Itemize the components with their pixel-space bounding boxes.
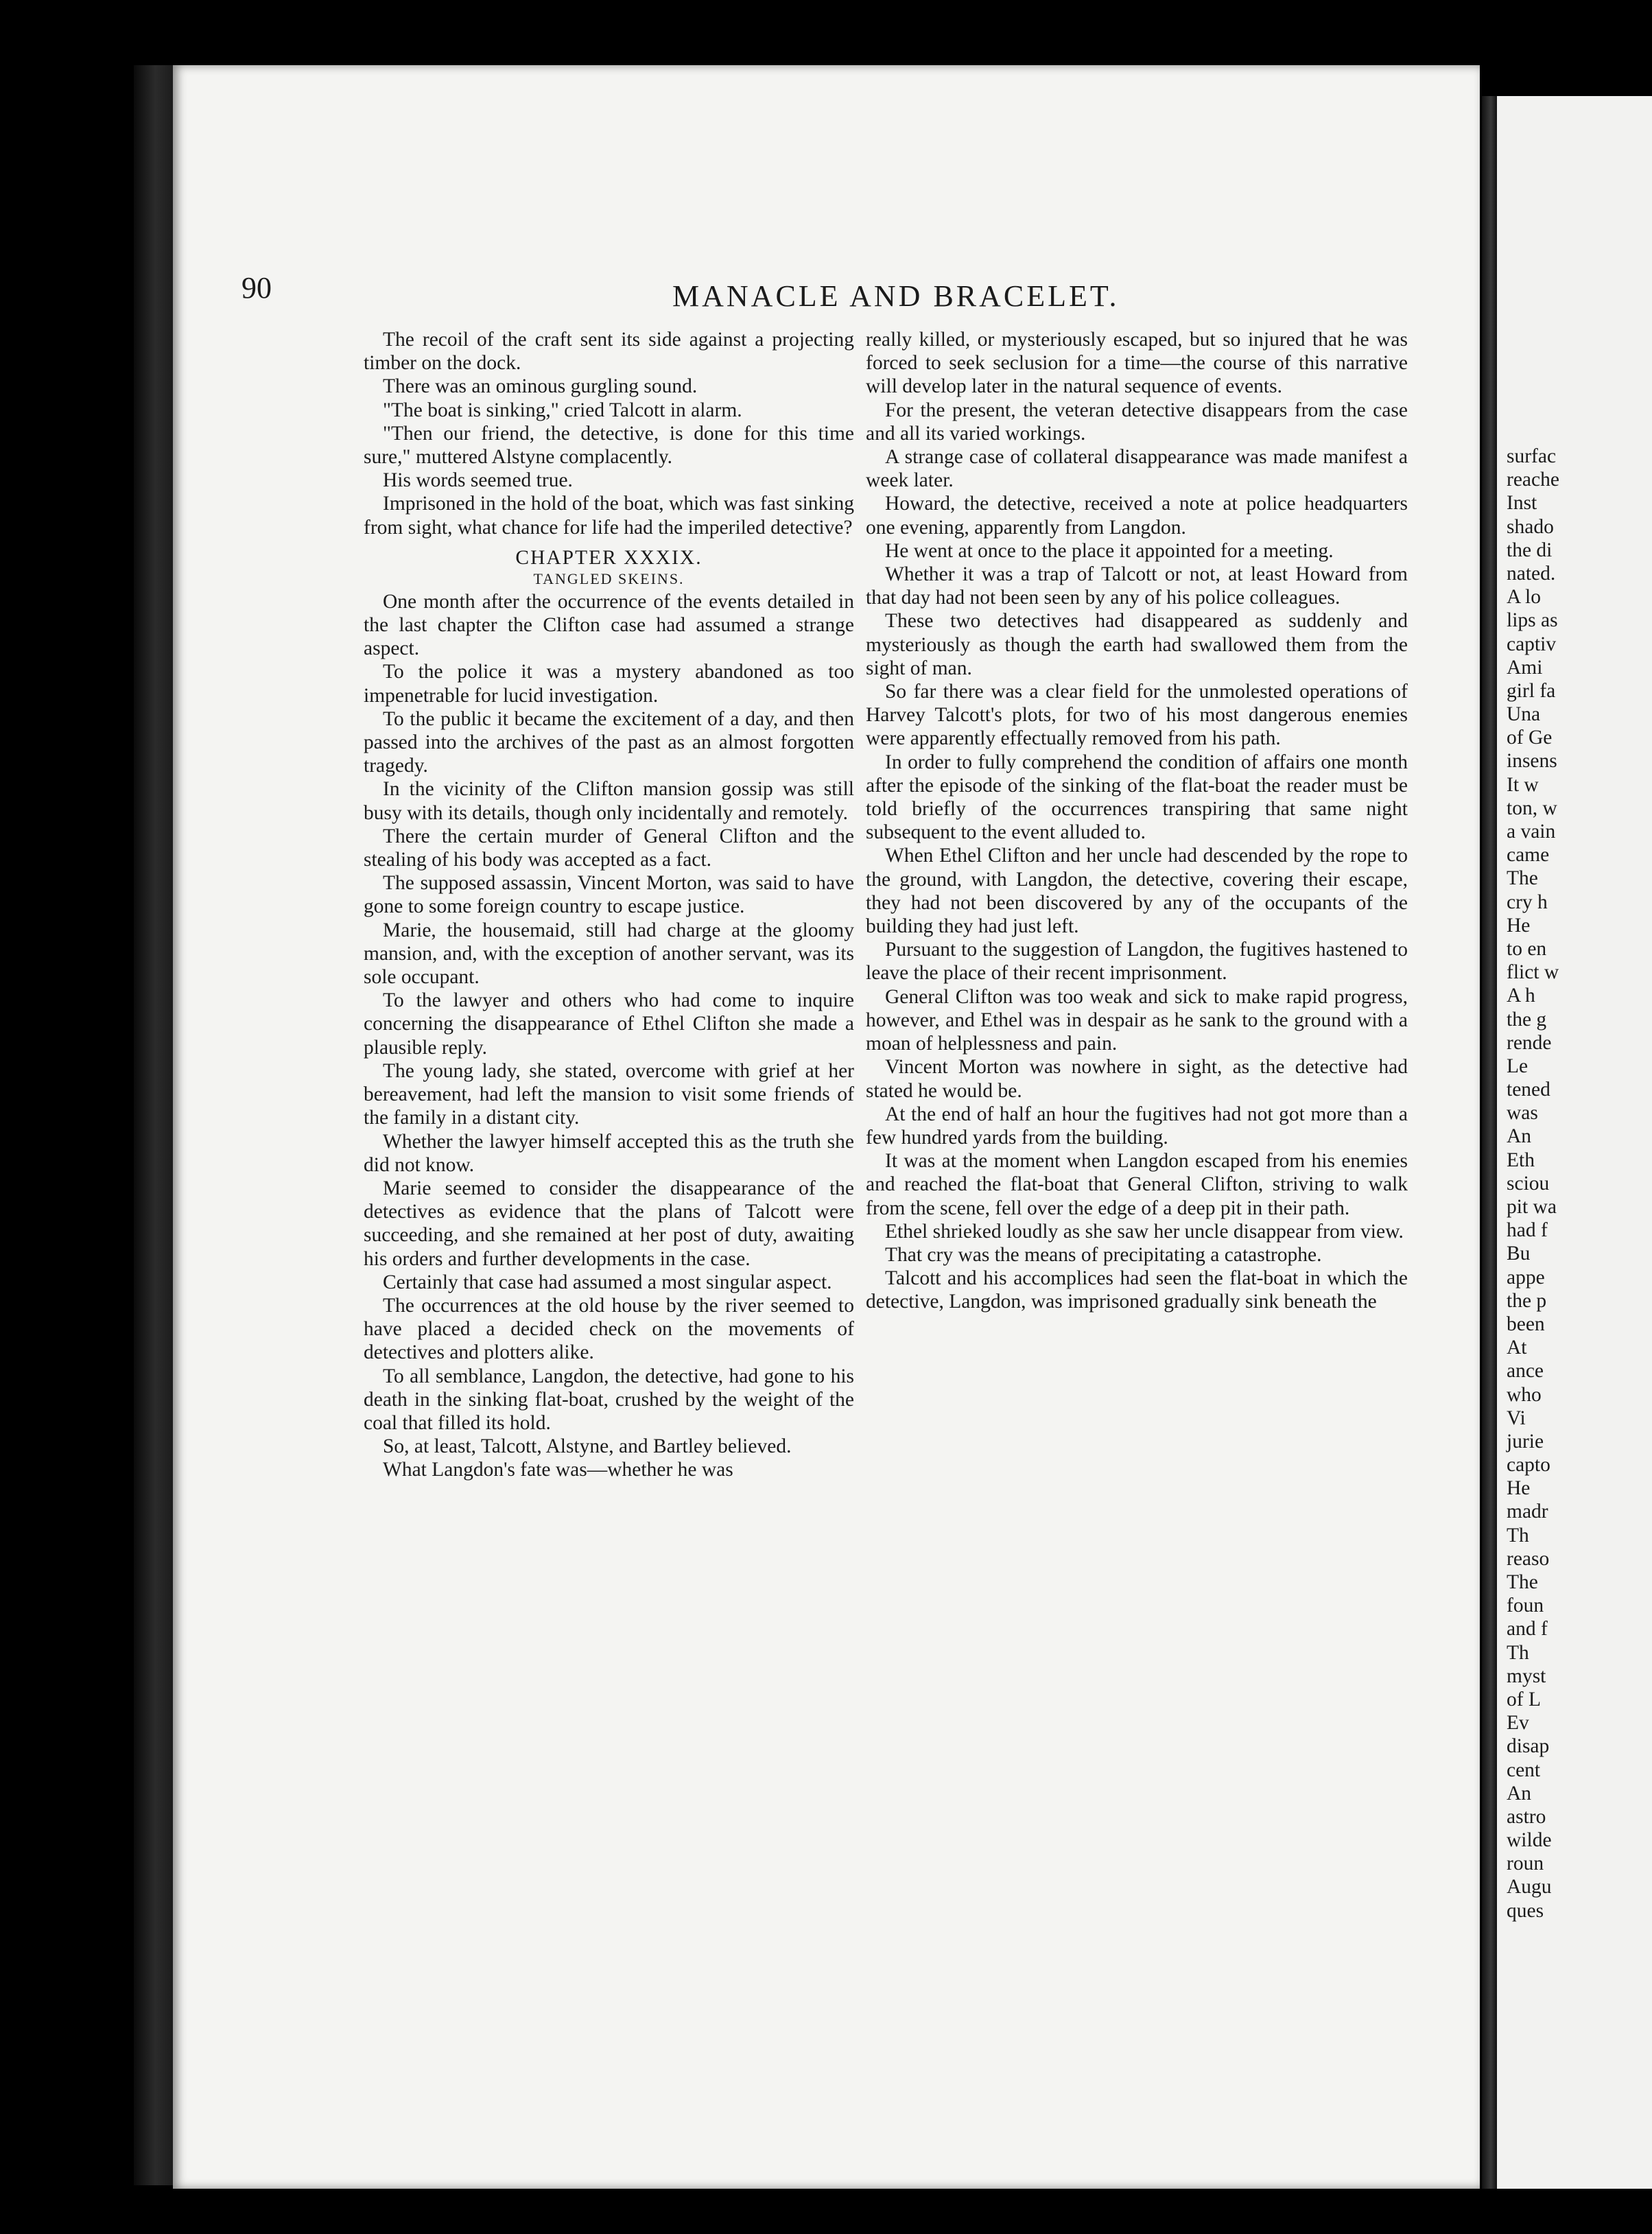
next-page-edge	[1497, 96, 1652, 2189]
next-page-fragment: Inst	[1507, 492, 1537, 515]
next-page-fragment: Th	[1507, 1524, 1529, 1547]
next-page-fragment: flict w	[1507, 961, 1559, 984]
right-text-column	[866, 328, 1408, 1913]
paragraph: At the end of half an hour the fugitives had not got more than a few hundred yards from the building.	[866, 1103, 1408, 1149]
paragraph: In order to fully comprehend the condition of affairs one month after the episode of the sinking of the flat-boat the reader must be told briefly of the occurrences transpiring that same night subsequent to the event alluded to.	[866, 751, 1408, 844]
paragraph: That cry was the means of precipitating a catastrophe.	[885, 1243, 1322, 1266]
next-page-fragment: ques	[1507, 1899, 1544, 1922]
next-page-fragment: Vi	[1507, 1407, 1526, 1429]
next-page-fragment: cent	[1507, 1759, 1541, 1781]
next-page-fragment: He	[1507, 914, 1531, 937]
paragraph: Whether it was a trap of Talcott or not, at least Howard from that day had not been seen by any of his police colleagues.	[866, 563, 1408, 609]
paragraph: Certainly that case had assumed a most singular aspect.	[383, 1271, 832, 1293]
next-page-fragment: nated.	[1507, 562, 1556, 585]
next-page-fragment: Una	[1507, 703, 1541, 726]
paragraph: Marie seemed to consider the disappearance of the detectives as evidence that the plans of Talcott were succeeding, and she remained at her post of duty, awaiting his orders and further developments in the case.	[364, 1177, 854, 1270]
paragraph: For the present, the veteran detective disappears from the case and all its varied workings.	[866, 399, 1408, 445]
paragraph: So, at least, Talcott, Alstyne, and Bartley believed.	[383, 1435, 792, 1458]
paragraph-continuation: really killed, or mysteriously escaped, but so injured that he was forced to seek seclusion for a time—the course of this narrative will develop later in the natural sequence of events.	[866, 329, 1408, 398]
paragraph: There the certain murder of General Clifton and the stealing of his body was accepted as a fact.	[364, 825, 854, 871]
next-page-fragment: of Ge	[1507, 727, 1553, 749]
next-page-fragment: jurie	[1507, 1430, 1544, 1453]
next-page-fragment: the g	[1507, 1008, 1547, 1031]
next-page-fragment: was	[1507, 1102, 1538, 1125]
paragraph: To the police it was a mystery abandoned as too impenetrable for lucid investigation.	[364, 661, 854, 707]
paragraph: So far there was a clear field for the unmolested operations of Harvey Talcott's plots, for two of his most dangerous enemies were apparently effectually removed from his path.	[866, 681, 1408, 750]
next-page-fragment: rende	[1507, 1031, 1552, 1054]
paragraph: There was an ominous gurgling sound.	[383, 375, 698, 398]
chapter-heading: CHAPTER XXXIX.	[515, 546, 703, 569]
next-page-fragment: Bu	[1507, 1243, 1531, 1265]
next-page-fragment: reaso	[1507, 1547, 1550, 1570]
next-page-fragment: who	[1507, 1383, 1542, 1406]
paragraph: Talcott and his accomplices had seen the flat-boat in which the detective, Langdon, was imprisoned gradually sink beneath the	[866, 1267, 1408, 1313]
paragraph: Howard, the detective, received a note at police headquarters one evening, apparently from Langdon.	[866, 493, 1408, 539]
next-page-fragment: reache	[1507, 469, 1559, 491]
paragraph: Pursuant to the suggestion of Langdon, the fugitives hastened to leave the place of their recent imprisonment.	[866, 939, 1408, 985]
next-page-fragment: madr	[1507, 1501, 1548, 1523]
next-page-fragment: appe	[1507, 1266, 1545, 1289]
next-page-fragment: came	[1507, 844, 1550, 867]
next-page-fragment: He	[1507, 1477, 1531, 1500]
next-page-fragment: A h	[1507, 985, 1535, 1007]
page-number: 90	[241, 271, 272, 305]
next-page-fragment: the di	[1507, 539, 1553, 561]
paragraph: The young lady, she stated, overcome with grief at her bereavement, had left the mansion to visit some friends of the family in a distant city.	[364, 1059, 854, 1129]
next-page-fragment: of L	[1507, 1688, 1541, 1710]
paragraph: Whether the lawyer himself accepted this as the truth she did not know.	[364, 1130, 854, 1176]
next-page-fragment: tened	[1507, 1079, 1550, 1101]
paragraph: When Ethel Clifton and her uncle had descended by the rope to the ground, with Langdon, the detective, covering their escape, they had not been discovered by any of the occupants of the building they had just left.	[866, 845, 1408, 938]
next-page-fragment: girl fa	[1507, 679, 1556, 702]
next-page-fragment: wilde	[1507, 1829, 1552, 1852]
next-page-fragment: to en	[1507, 937, 1547, 960]
paragraph: In the vicinity of the Clifton mansion gossip was still busy with its details, though only incidentally and remotely.	[364, 778, 854, 824]
next-page-fragment: sciou	[1507, 1172, 1550, 1195]
next-page-fragment: The	[1507, 867, 1538, 890]
running-title: MANACLE AND BRACELET.	[672, 279, 1120, 313]
next-page-fragment: and f	[1507, 1618, 1548, 1641]
next-page-fragment: captiv	[1507, 633, 1557, 655]
next-page-fragment: roun	[1507, 1853, 1544, 1875]
paragraph: One month after the occurrence of the events detailed in the last chapter the Clifton case had assumed a strange aspect.	[364, 590, 854, 660]
next-page-fragment: An	[1507, 1782, 1532, 1804]
next-page-fragment: a vain	[1507, 821, 1556, 843]
left-text-column	[364, 328, 854, 1913]
page-gutter-shadow	[1482, 96, 1497, 2189]
next-page-fragment: pit wa	[1507, 1196, 1557, 1218]
paragraph: The occurrences at the old house by the river seemed to have placed a decided check on the movements of detectives and plotters alike.	[364, 1294, 854, 1364]
next-page-fragment: It w	[1507, 773, 1539, 796]
next-page-fragment: A lo	[1507, 586, 1541, 609]
next-page-fragment: ance	[1507, 1360, 1544, 1383]
next-page-fragment: ton, w	[1507, 797, 1557, 819]
next-page-word-fragments	[1507, 445, 1652, 1923]
paragraph: It was at the moment when Langdon escaped from his enemies and reached the flat-boat that General Clifton, striving to walk from the scene, fell over the edge of a deep pit in their path.	[866, 1150, 1408, 1219]
paragraph: General Clifton was too weak and sick to make rapid progress, however, and Ethel was in despair as he sank to the ground with a moan of helplessness and pain.	[866, 985, 1408, 1055]
next-page-fragment: Ami	[1507, 656, 1543, 679]
paragraph: He went at once to the place it appointed for a meeting.	[885, 539, 1334, 562]
next-page-fragment: shado	[1507, 515, 1554, 538]
chapter-subtitle: TANGLED SKEINS.	[533, 569, 685, 587]
next-page-fragment: myst	[1507, 1665, 1546, 1687]
paragraph: What Langdon's fate was—whether he was	[383, 1459, 733, 1481]
paragraph: Marie, the housemaid, still had charge at the gloomy mansion, and, with the exception of another servant, was its sole occupant.	[364, 919, 854, 989]
paragraph: His words seemed true.	[383, 469, 573, 492]
next-page-fragment: had f	[1507, 1219, 1548, 1242]
paragraph: To all semblance, Langdon, the detective, had gone to his death in the sinking flat-boat, crushed by the weight of the coal that filled its hold.	[364, 1365, 854, 1434]
next-page-fragment: lips as	[1507, 609, 1558, 632]
next-page-fragment: cry h	[1507, 891, 1548, 913]
paragraph: A strange case of collateral disappearance was made manifest a week later.	[866, 446, 1408, 492]
next-page-fragment: insens	[1507, 750, 1557, 773]
paragraph: Imprisoned in the hold of the boat, which was fast sinking from sight, what chance for life had the imperiled detective?	[364, 493, 854, 539]
next-page-fragment: disap	[1507, 1735, 1550, 1758]
paragraph: "The boat is sinking," cried Talcott in alarm.	[383, 399, 742, 421]
next-page-fragment: capto	[1507, 1454, 1550, 1477]
paragraph: The supposed assassin, Vincent Morton, was said to have gone to some foreign country to escape justice.	[364, 872, 854, 918]
next-page-fragment: Augu	[1507, 1876, 1552, 1898]
next-page-fragment: Eth	[1507, 1149, 1535, 1171]
next-page-fragment: foun	[1507, 1595, 1544, 1617]
next-page-fragment: Ev	[1507, 1712, 1529, 1735]
paragraph: To the lawyer and others who had come to inquire concerning the disappearance of Ethel Clifton she made a plausible reply.	[364, 989, 854, 1059]
next-page-fragment: An	[1507, 1125, 1532, 1148]
next-page-fragment: Th	[1507, 1641, 1529, 1664]
paragraph: "Then our friend, the detective, is done for this time sure," muttered Alstyne complacently.	[364, 422, 854, 469]
next-page-fragment: been	[1507, 1313, 1545, 1335]
paragraph: To the public it became the excitement of a day, and then passed into the archives of the past as an almost forgotten tragedy.	[364, 707, 854, 777]
next-page-fragment: Le	[1507, 1055, 1529, 1077]
next-page-fragment: At	[1507, 1337, 1527, 1359]
next-page-fragment: astro	[1507, 1805, 1546, 1828]
paragraph: Ethel shrieked loudly as she saw her uncle disappear from view.	[885, 1220, 1404, 1243]
paragraph: These two detectives had disappeared as suddenly and mysteriously as though the earth had swallowed them from the sight of man.	[866, 610, 1408, 679]
next-page-fragment: surfac	[1507, 445, 1557, 467]
next-page-fragment: The	[1507, 1571, 1538, 1593]
next-page-fragment: the p	[1507, 1289, 1547, 1312]
paragraph: The recoil of the craft sent its side against a projecting timber on the dock.	[364, 329, 854, 375]
paragraph: Vincent Morton was nowhere in sight, as the detective had stated he would be.	[866, 1056, 1408, 1102]
